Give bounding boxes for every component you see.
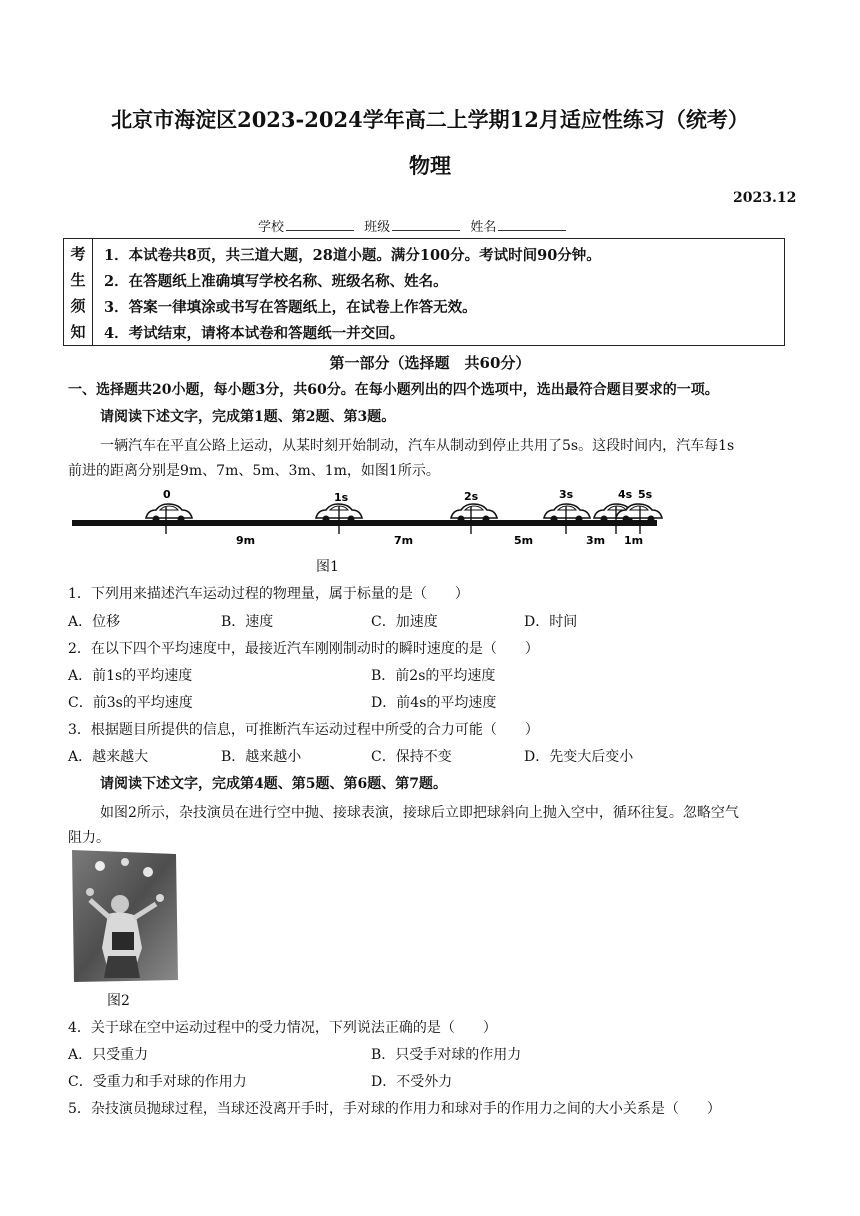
q4-option-b[interactable]: B．只受手对球的作用力	[371, 1047, 522, 1063]
figure-2-caption: 图2	[107, 993, 130, 1009]
question-2-stem: 2．在以下四个平均速度中，最接近汽车刚刚制动时的瞬时速度的是（ ）	[68, 641, 539, 657]
name-blank[interactable]	[498, 218, 566, 231]
field-school: 学校	[258, 220, 285, 235]
distance-label: 9m	[236, 534, 256, 547]
q2-option-c[interactable]: C．前3s的平均速度	[68, 695, 193, 711]
question-3-stem: 3．根据题目所提供的信息，可推断汽车运动过程中所受的合力可能（ ）	[68, 722, 539, 738]
student-info-fields	[258, 216, 572, 235]
distance-label: 3m	[586, 534, 606, 547]
exam-date: 2023.12	[733, 190, 797, 206]
reading-prompt-1: 请阅读下述文字，完成第1题、第2题、第3题。	[100, 409, 396, 425]
q1-option-a[interactable]: A．位移	[68, 614, 121, 630]
reading-prompt-2: 请阅读下述文字，完成第4题、第5题、第6题、第7题。	[100, 776, 447, 792]
part1-instruction: 一、选择题共20小题，每小题3分，共60分。在每小题列出的四个选项中，选出最符合题目要求的一项。	[68, 382, 719, 398]
q1-option-b[interactable]: B．速度	[221, 614, 274, 630]
q4-option-a[interactable]: A．只受重力	[68, 1047, 149, 1063]
exam-notice-box	[63, 238, 785, 346]
question-1-stem: 1．下列用来描述汽车运动过程的物理量，属于标量的是（ ）	[68, 586, 469, 602]
q4-option-c[interactable]: C．受重力和手对球的作用力	[68, 1074, 247, 1090]
school-blank[interactable]	[286, 218, 354, 231]
road	[72, 520, 657, 526]
side-char: 考	[70, 245, 86, 263]
time-label: 1s	[334, 491, 349, 504]
distance-label: 7m	[394, 534, 414, 547]
q3-option-c[interactable]: C．保持不变	[371, 749, 452, 765]
time-label: 0	[163, 488, 171, 501]
question-4-stem: 4．关于球在空中运动过程中的受力情况，下列说法正确的是（ ）	[68, 1020, 497, 1036]
time-label: 5s	[638, 488, 653, 501]
notice-rule: 4．考试结束，请将本试卷和答题纸一并交回。	[104, 325, 405, 342]
figure-2-juggler-photo	[70, 848, 180, 984]
time-label: 3s	[559, 488, 574, 501]
q2-option-b[interactable]: B．前2s的平均速度	[371, 668, 496, 684]
field-name: 姓名	[470, 220, 497, 235]
figure-1-caption: 图1	[316, 559, 339, 575]
notice-rule: 1．本试卷共8页，共三道大题，28道小题。满分100分。考试时间90分钟。	[104, 247, 601, 264]
q4-option-d[interactable]: D．不受外力	[371, 1074, 453, 1090]
q3-option-a[interactable]: A．越来越大	[68, 749, 149, 765]
document-title: 北京市海淀区2023-2024学年高二上学期12月适应性练习（统考）	[111, 107, 749, 132]
car-icon	[451, 504, 497, 523]
time-label: 4s	[618, 488, 633, 501]
side-char: 须	[70, 297, 86, 315]
q3-option-d[interactable]: D．先变大后变小	[524, 749, 634, 765]
passage1-line2: 前进的距离分别是9m、7m、5m、3m、1m，如图1所示。	[68, 463, 440, 479]
class-blank[interactable]	[392, 218, 460, 231]
subject-title: 物理	[409, 153, 451, 178]
question-5-stem: 5．杂技演员抛球过程，当球还没离开手时，手对球的作用力和球对手的作用力之间的大小关系是（ ）	[68, 1101, 721, 1117]
q2-option-a[interactable]: A．前1s的平均速度	[68, 668, 193, 684]
field-class: 班级	[364, 220, 391, 235]
passage2-line2: 阻力。	[68, 830, 110, 846]
passage1-line1: 一辆汽车在平直公路上运动，从某时刻开始制动，汽车从制动到停止共用了5s。这段时间内，汽车每1s	[100, 438, 735, 454]
time-label: 2s	[464, 490, 479, 503]
car-icon	[544, 504, 590, 523]
part1-heading: 第一部分（选择题 共60分）	[329, 354, 531, 372]
side-char: 生	[70, 271, 86, 289]
figure-1-car-braking	[66, 482, 666, 554]
notice-rule: 3．答案一律填涂或书写在答题纸上，在试卷上作答无效。	[104, 299, 477, 316]
q3-option-b[interactable]: B．越来越小	[221, 749, 302, 765]
notice-side-label	[64, 239, 93, 345]
side-char: 知	[70, 323, 86, 341]
distance-label: 1m	[624, 534, 644, 547]
q1-option-d[interactable]: D．时间	[524, 614, 578, 630]
passage2-line1: 如图2所示，杂技演员在进行空中抛、接球表演，接球后立即把球斜向上抛入空中，循环往复。忽略空气	[100, 805, 739, 821]
q1-option-c[interactable]: C．加速度	[371, 614, 438, 630]
notice-rule: 2．在答题纸上准确填写学校名称、班级名称、姓名。	[104, 273, 448, 290]
car-icon	[146, 504, 192, 523]
distance-label: 5m	[514, 534, 534, 547]
q2-option-d[interactable]: D．前4s的平均速度	[371, 695, 497, 711]
